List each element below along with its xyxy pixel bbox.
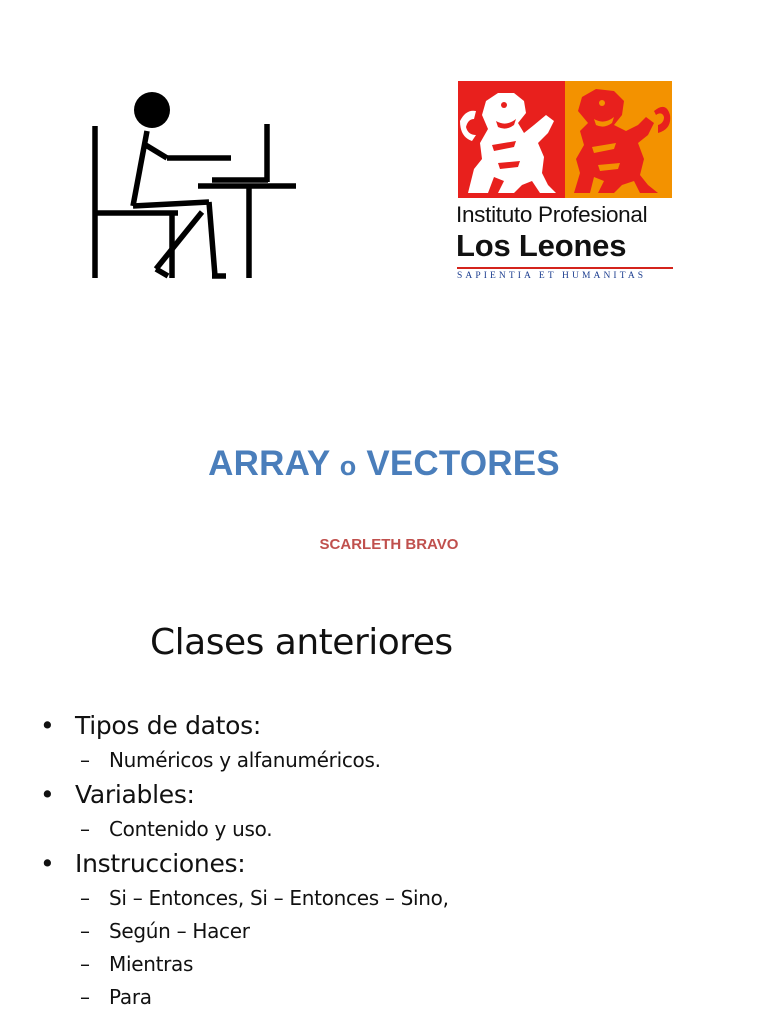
sub-item <box>40 981 449 1014</box>
person-at-computer-icon <box>84 86 304 282</box>
sub-item-text: Mientras <box>109 952 194 976</box>
bullet-glyph: • <box>40 711 55 740</box>
sub-item <box>40 915 449 948</box>
sub-item <box>40 744 449 777</box>
bullet-glyph: • <box>40 780 55 809</box>
sub-item-text: Numéricos y alfanuméricos. <box>109 748 381 772</box>
sub-item <box>40 882 449 915</box>
title-connector: o <box>339 451 357 481</box>
sub-item-text: Contenido y uso. <box>109 817 273 841</box>
logo-divider <box>457 267 673 269</box>
author-name: SCARLETH BRAVO <box>319 536 459 553</box>
bullet-list <box>40 708 449 1014</box>
institution-logo <box>455 80 677 286</box>
sub-item-text: Según – Hacer <box>109 919 250 943</box>
sub-item-text: Para <box>109 985 152 1009</box>
lions-crest-icon <box>458 81 672 198</box>
logo-motto: SAPIENTIA ET HUMANITAS <box>457 271 647 281</box>
title-main: ARRAY <box>208 444 340 483</box>
slide-title <box>0 444 768 484</box>
logo-brand-name: Los Leones <box>456 228 627 263</box>
section-heading: Clases anteriores <box>150 622 453 663</box>
sub-item <box>40 948 449 981</box>
sub-item <box>40 813 449 846</box>
bullet-text: Instrucciones: <box>75 849 246 878</box>
bullet-glyph: • <box>40 849 55 878</box>
bullet-item <box>40 708 449 744</box>
dash-glyph: – <box>80 886 90 910</box>
title-rest: VECTORES <box>356 444 560 483</box>
bullet-text: Tipos de datos: <box>75 711 262 740</box>
dash-glyph: – <box>80 919 90 943</box>
dash-glyph: – <box>80 985 90 1009</box>
logo-institute-name: Instituto Profesional <box>456 202 648 227</box>
bullet-item <box>40 777 449 813</box>
dash-glyph: – <box>80 748 90 772</box>
sub-item-text: Si – Entonces, Si – Entonces – Sino, <box>109 886 449 910</box>
bullet-text: Variables: <box>75 780 195 809</box>
dash-glyph: – <box>80 952 90 976</box>
bullet-item <box>40 846 449 882</box>
dash-glyph: – <box>80 817 90 841</box>
